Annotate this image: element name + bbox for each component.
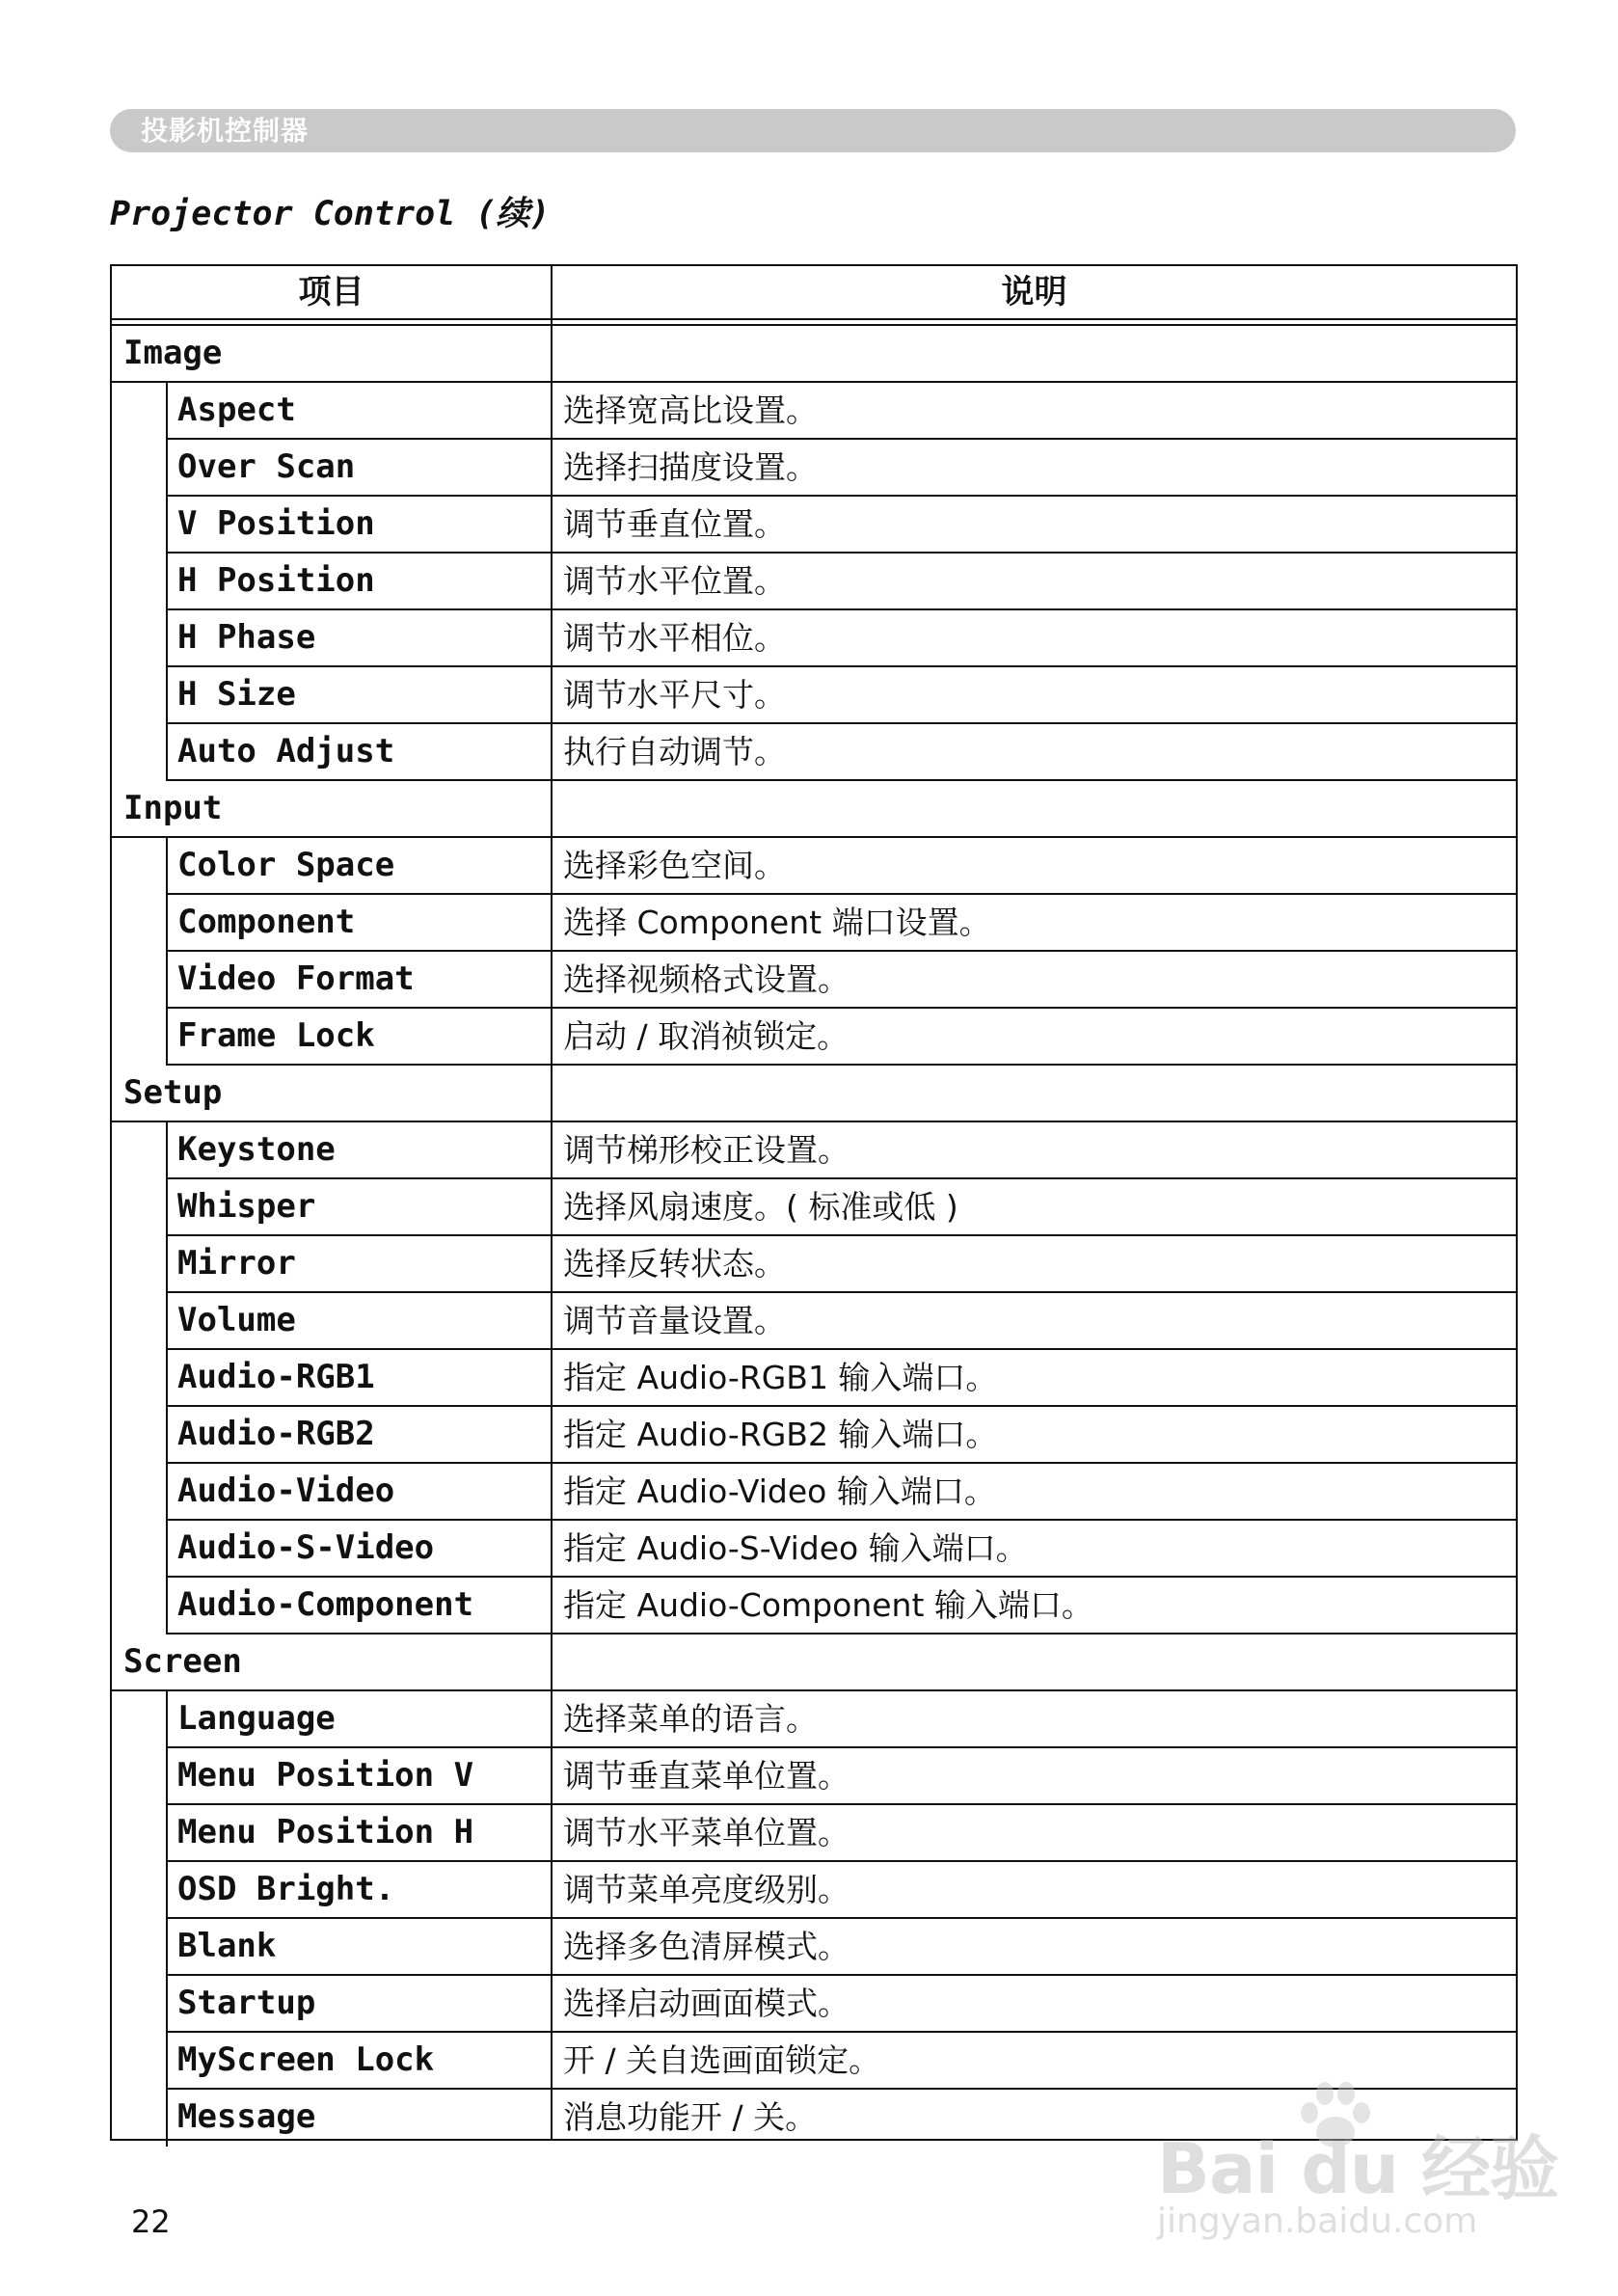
table-row	[112, 724, 1516, 781]
item-name: H Size	[177, 675, 296, 714]
table-row	[112, 1009, 1516, 1066]
item-description: 执行自动调节。	[563, 733, 786, 770]
item-name: Audio-Video	[177, 1472, 395, 1510]
item-description: 选择风扇速度。( 标准或低 )	[563, 1188, 958, 1226]
item-name: Component	[177, 903, 356, 941]
group-name: Setup	[123, 1073, 223, 1112]
item-name: Language	[177, 1699, 336, 1738]
indent-line	[166, 838, 168, 1066]
table-row	[112, 667, 1516, 724]
item-description: 选择菜单的语言。	[563, 1700, 818, 1738]
table-row	[112, 1578, 1516, 1634]
table-row	[112, 610, 1516, 667]
table-row	[112, 383, 1516, 440]
item-description: 指定 Audio-RGB1 输入端口。	[563, 1359, 998, 1396]
indent-line	[166, 1122, 168, 1634]
item-description: 选择彩色空间。	[563, 847, 786, 884]
table-row	[112, 952, 1516, 1009]
item-name: Aspect	[177, 391, 296, 429]
item-description: 选择 Component 端口设置。	[563, 904, 991, 941]
table-row	[112, 1805, 1516, 1862]
item-description: 选择视频格式设置。	[563, 960, 849, 998]
table-group-row	[112, 326, 1516, 383]
item-description: 调节水平菜单位置。	[563, 1814, 849, 1851]
item-description: 选择启动画面模式。	[563, 1985, 849, 2022]
table-row	[112, 838, 1516, 895]
item-description: 调节水平位置。	[563, 562, 786, 600]
column-header-item: 项目	[298, 273, 364, 311]
item-name: Blank	[177, 1927, 277, 1965]
item-name: Color Space	[177, 846, 395, 884]
table-group-row	[112, 1634, 1516, 1691]
item-name: H Phase	[177, 618, 316, 657]
item-description: 指定 Audio-Video 输入端口。	[563, 1472, 996, 1510]
item-description: 调节水平尺寸。	[563, 676, 786, 714]
item-name: Audio-RGB1	[177, 1358, 375, 1396]
item-name: Message	[177, 2097, 316, 2136]
item-name: OSD Bright.	[177, 1870, 395, 1908]
table-row	[112, 440, 1516, 497]
table-row	[112, 1976, 1516, 2033]
table-row	[112, 1691, 1516, 1748]
item-description: 调节菜单亮度级别。	[563, 1871, 849, 1908]
item-description: 选择多色清屏模式。	[563, 1928, 849, 1965]
watermark-url: jingyan.baidu.com	[1157, 2201, 1478, 2241]
table-group-row	[112, 781, 1516, 838]
item-name: H Position	[177, 561, 375, 600]
item-description: 指定 Audio-S-Video 输入端口。	[563, 1529, 1028, 1567]
column-header-description: 说明	[1001, 273, 1067, 311]
item-description: 启动 / 取消祯锁定。	[563, 1017, 849, 1055]
table-row	[112, 1350, 1516, 1407]
item-name: Audio-Component	[177, 1585, 474, 1624]
item-description: 调节垂直位置。	[563, 505, 786, 543]
item-description: 消息功能开 / 关。	[563, 2098, 818, 2136]
table-row	[112, 1236, 1516, 1293]
item-name: MyScreen Lock	[177, 2040, 435, 2079]
item-name: Video Format	[177, 959, 415, 998]
item-name: Audio-RGB2	[177, 1415, 375, 1453]
item-name: Startup	[177, 1984, 316, 2022]
header-rule-top	[112, 318, 1516, 320]
item-name: Audio-S-Video	[177, 1528, 435, 1567]
table-row	[112, 497, 1516, 554]
table-row	[112, 1179, 1516, 1236]
item-name: Keystone	[177, 1130, 336, 1169]
indent-line	[166, 383, 168, 781]
page-title: Projector Control (续)	[110, 195, 551, 233]
item-name: Frame Lock	[177, 1016, 375, 1055]
item-name: Auto Adjust	[177, 732, 395, 770]
item-name: Menu Position V	[177, 1756, 474, 1795]
table-row	[112, 1464, 1516, 1521]
table-row	[112, 1293, 1516, 1350]
table-row	[112, 1748, 1516, 1805]
table-row	[112, 1122, 1516, 1179]
indent-line	[166, 1691, 168, 2147]
page-number: 22	[131, 2203, 171, 2240]
item-description: 调节垂直菜单位置。	[563, 1757, 849, 1795]
item-name: Whisper	[177, 1187, 316, 1226]
item-description: 调节音量设置。	[563, 1302, 786, 1339]
table-row	[112, 554, 1516, 610]
projector-control-table	[110, 264, 1518, 2141]
item-description: 选择扫描度设置。	[563, 448, 818, 486]
table-header-row	[112, 266, 1516, 318]
group-name: Image	[123, 334, 223, 372]
item-description: 调节梯形校正设置。	[563, 1131, 849, 1169]
group-name: Screen	[123, 1642, 242, 1681]
item-name: Menu Position H	[177, 1813, 474, 1851]
item-description: 指定 Audio-RGB2 输入端口。	[563, 1416, 998, 1453]
item-name: Volume	[177, 1301, 296, 1339]
table-row	[112, 895, 1516, 952]
section-header-bar	[110, 109, 1516, 152]
item-description: 选择宽高比设置。	[563, 392, 818, 429]
item-description: 调节水平相位。	[563, 619, 786, 657]
group-name: Input	[123, 789, 223, 827]
section-header-label: 投影机控制器	[141, 115, 310, 147]
item-name: Over Scan	[177, 447, 356, 486]
item-name: V Position	[177, 504, 375, 543]
table-group-row	[112, 1066, 1516, 1122]
watermark-brand: Bai du 经验	[1157, 2128, 1559, 2209]
item-description: 指定 Audio-Component 输入端口。	[563, 1586, 1093, 1624]
table-row	[112, 1862, 1516, 1919]
table-row	[112, 1521, 1516, 1578]
table-row	[112, 1919, 1516, 1976]
item-name: Mirror	[177, 1244, 296, 1283]
item-description: 开 / 关自选画面锁定。	[563, 2041, 881, 2079]
table-row	[112, 1407, 1516, 1464]
watermark	[1157, 2078, 1559, 2242]
item-description: 选择反转状态。	[563, 1245, 786, 1283]
